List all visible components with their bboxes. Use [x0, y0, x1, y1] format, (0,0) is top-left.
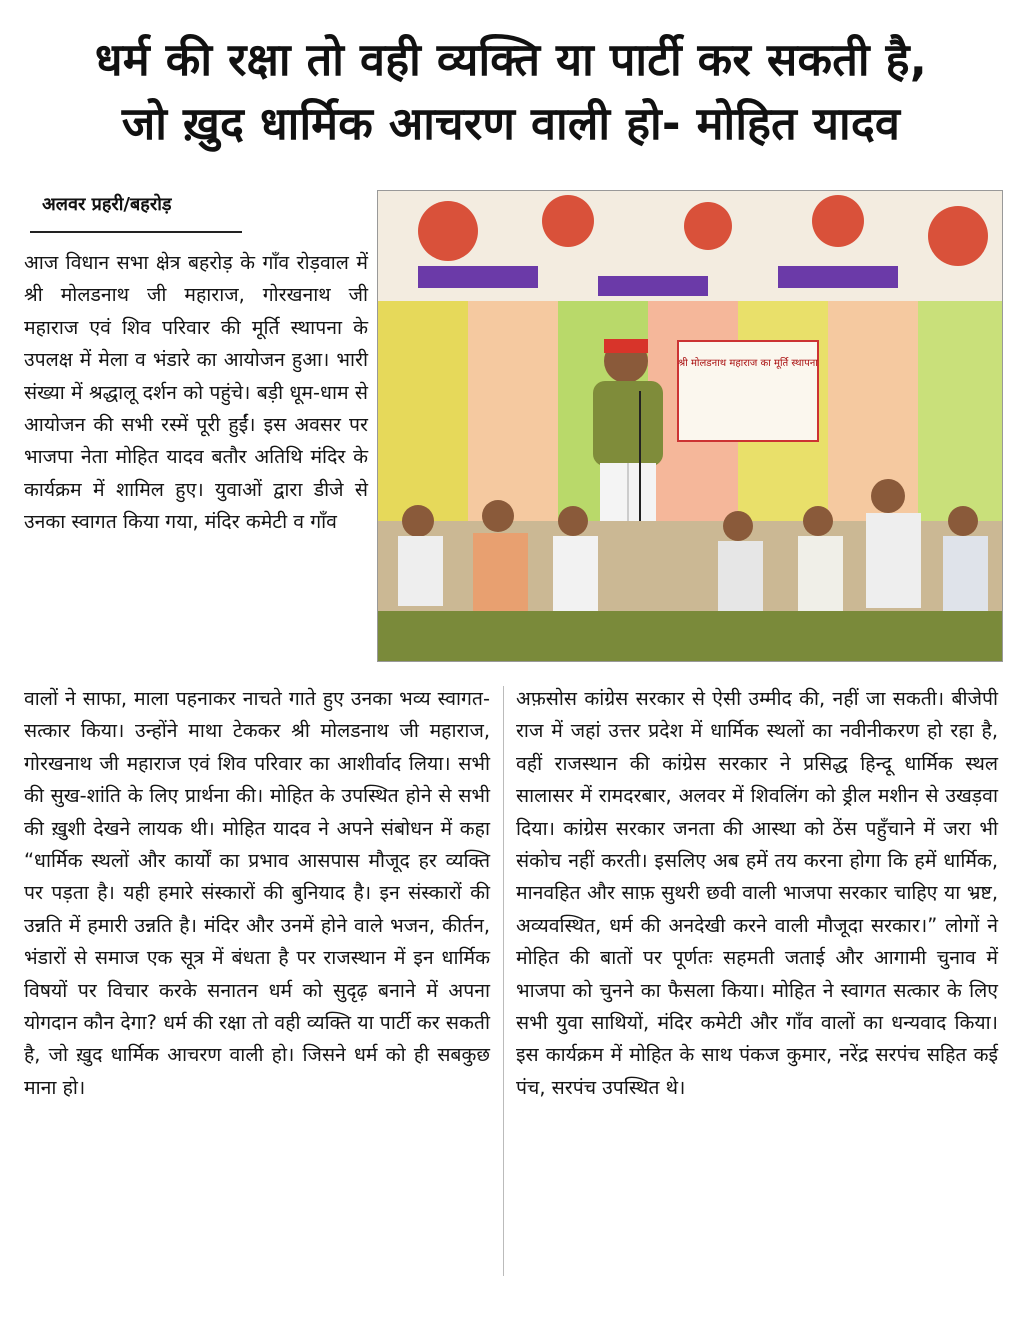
article-paragraph-top: आज विधान सभा क्षेत्र बहरोड़ के गाँव रोड़वाल में श्री मोलडनाथ जी महाराज, गोरखनाथ जी महाराज एवं शिव परिवार की मूर्ति स्थापना के उपलक्ष में मेला व भंडारे का आयोजन हुआ। भारी संख्या में श्रद्धालू दर्शन को पहुंचे। बड़ी धूम-धाम से आयोजन की सभी रस्में पूरी हुईं। इस अवसर पर भाजपा नेता मोहित यादव बतौर अतिथि मंदिर के कार्यक्रम में शामिल हुए। युवाओं द्वारा डीजे से उनका स्वागत किया गया, मंदिर कमेटी व गाँव: [24, 251, 368, 534]
headline-line-1: धर्म की रक्षा तो वही व्यक्ति या पार्टी कर सकती है,: [94, 33, 928, 86]
headline-line-2: जो ख़ुद धार्मिक आचरण वाली हो- मोहित यादव: [121, 97, 901, 150]
photo-banner-text: श्री मोलडनाथ महाराज का मूर्ति स्थापना: [678, 358, 818, 369]
article-paragraph-left: वालों ने साफा, माला पहनाकर नाचते गाते हुए उनका भव्य स्वागत-सत्कार किया। उन्होंने माथा टेककर श्री मोलडनाथ जी महाराज, गोरखनाथ जी महाराज एवं शिव परिवार का आशीर्वाद लिया। सभी की सुख-शांति के लिए प्रार्थना की। मोहित के उपस्थित होने से सभी की ख़ुशी देखने लायक थी। मोहित यादव ने अपने संबोधन में कहा “धार्मिक स्थलों और कार्यों का प्रभाव आसपास मौजूद हर व्यक्ति पर पड़ता है। यही हमारे संस्कारों की बुनियाद है। इन संस्कारों की उन्नति में हमारी उन्नति है। मंदिर और उनमें होने वाले भजन, कीर्तन, भंडारों से समाज एक सूत्र में बंधता है पर राजस्थान में इन धार्मिक विषयों पर विचार करके सनातन धर्म को सुदृढ़ बनाने में अपना योगदान कौन देगा? धर्म की रक्षा तो वही व्यक्ति या पार्टी कर सकती है, जो ख़ुद धार्मिक आचरण वाली हो। जिसने धर्म को ही सबकुछ माना हो।: [24, 687, 490, 1099]
headline: [18, 28, 1004, 156]
article-paragraph-right: अफ़सोस कांग्रेस सरकार से ऐसी उम्मीद की, नहीं जा सकती। बीजेपी राज में जहां उत्तर प्रदेश में धार्मिक स्थलों का नवीनीकरण हो रहा है, वहीं राजस्थान की कांग्रेस सरकार ने प्रसिद्ध हिन्दू धार्मिक स्थल सालासर में रामदरबार, अलवर में शिवलिंग को ड्रील मशीन से उखड़वा दिया। कांग्रेस सरकार जनता की आस्था को ठेंस पहुँचाने में जरा भी संकोच नहीं करती। इसलिए अब हमें तय करना होगा कि हमें धार्मिक, मानवहित और साफ़ सुथरी छवी वाली भाजपा सरकार चाहिए या भ्रष्ट, अव्यवस्थित, धर्म की अनदेखी करने वाली मौजूदा सरकार।” लोगों ने मोहित की बातों पर पूर्णतः सहमती जताई और आगामी चुनाव में भाजपा को चुनने का फैसला किया। मोहित ने स्वागत सत्कार के लिए सभी युवा साथियों, मंदिर कमेटी और गाँव वालों का धन्यवाद किया। इस कार्यक्रम में मोहित के साथ पंकज कुमार, नरेंद्र सरपंच सहित कई पंच, सरपंच उपस्थित थे।: [516, 687, 998, 1099]
byline-rule: [30, 231, 242, 233]
event-photo-illustration: [378, 191, 1002, 661]
event-photo: [377, 190, 1003, 662]
byline: अलवर प्रहरी/बहरोड़: [42, 194, 172, 215]
column-divider: [503, 686, 504, 1276]
